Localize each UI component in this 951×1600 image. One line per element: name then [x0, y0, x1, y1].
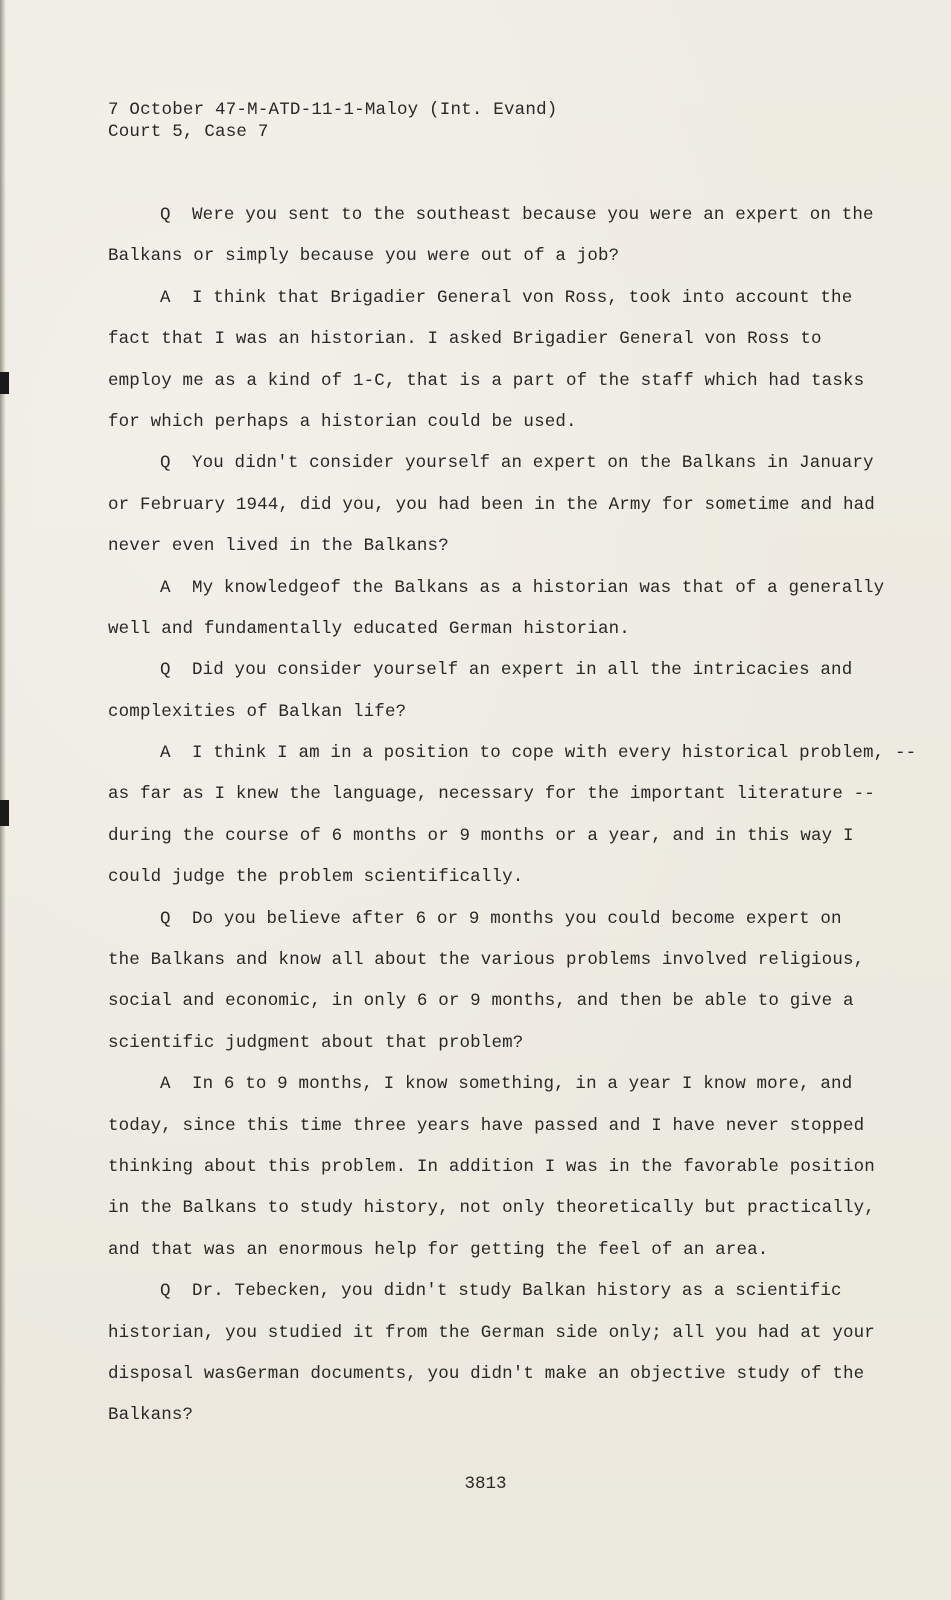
binding-mark	[0, 372, 9, 394]
transcript-line: during the course of 6 months or 9 months or a year, and in this way I	[108, 825, 854, 846]
transcript-line: thinking about this problem. In addition I was in the favorable position	[108, 1156, 875, 1177]
transcript-line: never even lived in the Balkans?	[108, 536, 449, 557]
transcript-line: Q You didn't consider yourself an expert on the Balkans in January	[160, 453, 874, 474]
transcript-line: Q Do you believe after 6 or 9 months you could become expert on	[160, 908, 842, 929]
transcript-line: employ me as a kind of 1-C, that is a part of the staff which had tasks	[108, 370, 865, 391]
transcript-line: Q Did you consider yourself an expert in all the intricacies and	[160, 660, 853, 681]
transcript-line: in the Balkans to study history, not only theoretically but practically,	[108, 1198, 875, 1219]
transcript-line: well and fundamentally educated German historian.	[108, 618, 630, 639]
transcript-line: complexities of Balkan life?	[108, 701, 407, 722]
transcript-line: A In 6 to 9 months, I know something, in a year I know more, and	[160, 1074, 853, 1095]
transcript-line: disposal wasGerman documents, you didn't make an objective study of the	[108, 1363, 865, 1384]
transcript-line: Balkans or simply because you were out of a job?	[108, 246, 620, 267]
transcript-line: for which perhaps a historian could be used.	[108, 411, 577, 432]
transcript-line: fact that I was an historian. I asked Brigadier General von Ross to	[108, 329, 822, 350]
transcript-line: social and economic, in only 6 or 9 months, and then be able to give a	[108, 991, 854, 1012]
binding-mark	[0, 800, 9, 826]
transcript-line: Q Dr. Tebecken, you didn't study Balkan history as a scientific	[160, 1281, 842, 1302]
transcript-line: A I think that Brigadier General von Ross, took into account the	[160, 287, 853, 308]
transcript-body	[108, 204, 917, 1446]
page-number: 3813	[464, 1474, 507, 1494]
header-reference-line: 7 October 47-M-ATD-11-1-Maloy (Int. Evand)	[108, 100, 558, 120]
transcript-line: today, since this time three years have passed and I have never stopped	[108, 1115, 865, 1136]
transcript-line: Q Were you sent to the southeast because you were an expert on the	[160, 205, 874, 225]
transcript-line: A My knowledgeof the Balkans as a historian was that of a generally	[160, 577, 885, 598]
transcript-line: Balkans?	[108, 1405, 194, 1426]
transcript-line: as far as I knew the language, necessary for the important literature --	[108, 784, 875, 805]
transcript-line: or February 1944, did you, you had been in the Army for sometime and had	[108, 494, 875, 515]
transcript-line: the Balkans and know all about the various problems involved religious,	[108, 950, 865, 971]
header-court-line: Court 5, Case 7	[108, 122, 269, 142]
transcript-line: A I think I am in a position to cope with every historical problem, --	[160, 743, 917, 764]
transcript-line: could judge the problem scientifically.	[108, 867, 524, 888]
transcript-line: historian, you studied it from the German side only; all you had at your	[108, 1322, 875, 1343]
transcript-line: and that was an enormous help for getting the feel of an area.	[108, 1239, 769, 1260]
transcript-line: scientific judgment about that problem?	[108, 1032, 524, 1053]
document-header	[108, 99, 557, 143]
